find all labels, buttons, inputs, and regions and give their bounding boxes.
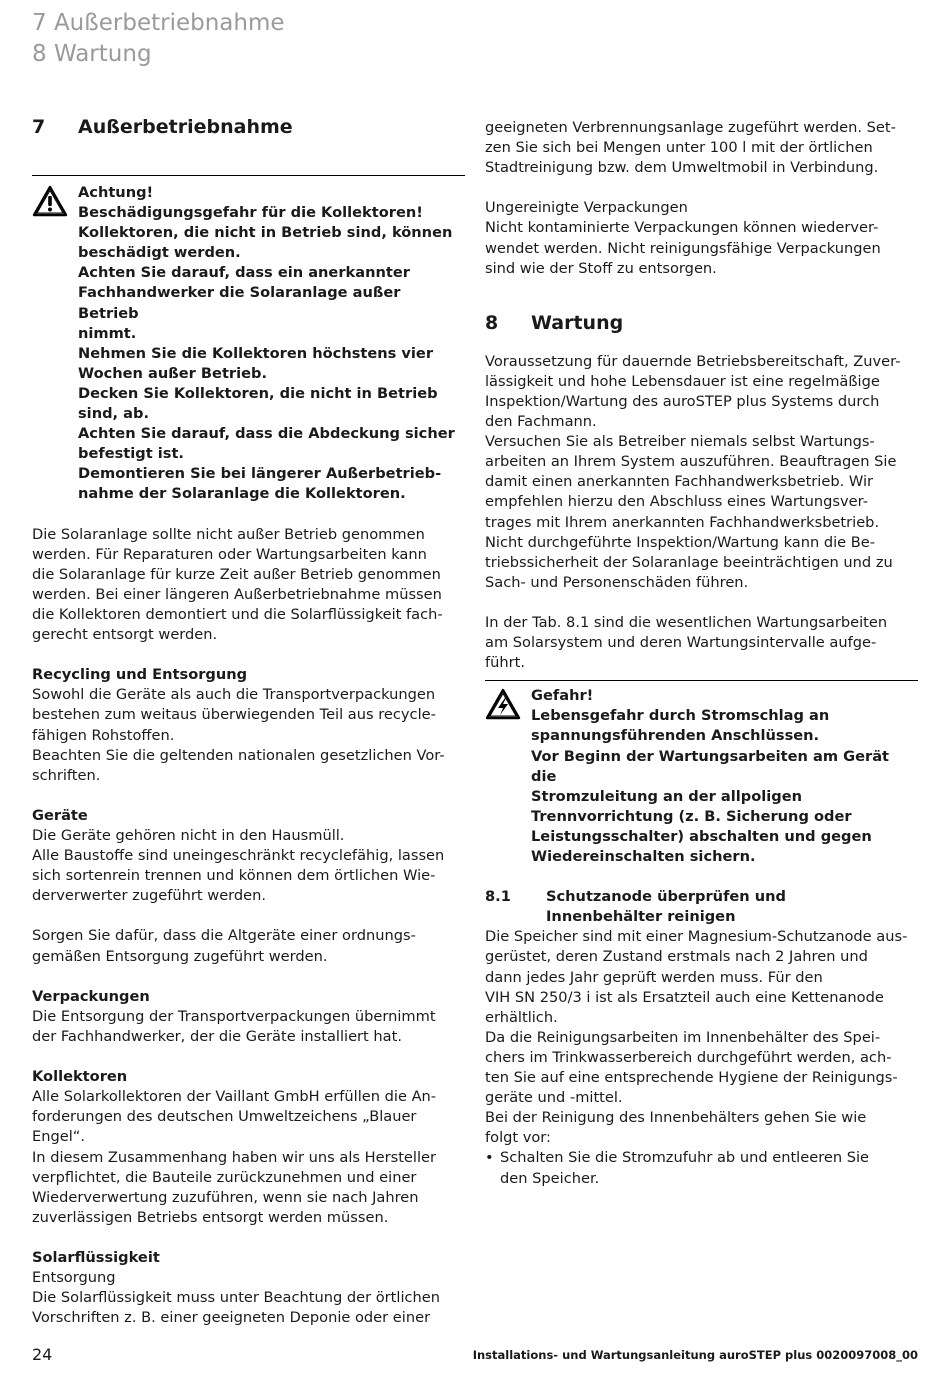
text-line: den Fachmann. (485, 413, 597, 431)
section-8-heading (485, 308, 918, 338)
warning-line: Decken Sie Kollektoren, die nicht in Betrieb (78, 384, 438, 402)
running-head (32, 8, 285, 70)
bullet-symbol: • (485, 1149, 494, 1167)
section-title: Außerbetriebnahme (78, 116, 293, 138)
geraete-heading: Geräte (32, 806, 88, 824)
text-line: Engel“. (32, 1128, 85, 1146)
continuation-paragraph (485, 118, 918, 178)
text-line: Die Geräte gehören nicht in den Hausmüll. (32, 827, 345, 844)
text-line: die Solaranlage für kurze Zeit außer Betrieb genommen (32, 565, 441, 583)
text-line: Sowohl die Geräte als auch die Transportverpackungen (32, 686, 436, 704)
text-line: folgt vor: (485, 1129, 551, 1147)
kollektoren-heading: Kollektoren (32, 1068, 128, 1086)
warning-line: Achtung! (78, 184, 154, 201)
solarfluessigkeit-heading: Solarflüssigkeit (32, 1248, 160, 1266)
text-line: forderungen des deutschen Umweltzeichens „Blauer (32, 1108, 417, 1126)
text-line: Sach- und Personenschäden führen. (485, 573, 749, 591)
text-line: Stadtreinigung bzw. dem Umweltmobil in Verbindung. (485, 159, 879, 177)
text-line: Versuchen Sie als Betreiber niemals selbst Wartungs- (485, 433, 875, 451)
footer-doc-title: Installations- und Wartungsanleitung auroSTEP plus 0020097008_00 (472, 1348, 918, 1362)
text-line: empfehlen hierzu den Abschluss eines Wartungsver- (485, 493, 868, 511)
solarfluessigkeit-section (32, 1248, 465, 1328)
danger-line: Wiedereinschalten sichern. (531, 848, 756, 865)
text-line: den Speicher. (500, 1169, 600, 1187)
running-head-line-2: 8 Wartung (32, 41, 152, 67)
warning-triangle-icon (32, 183, 78, 505)
text-line: VIH SN 250/3 i ist als Ersatzteil auch eine Kettenanode (485, 988, 884, 1006)
danger-line: Lebensgefahr durch Stromschlag an (531, 707, 830, 725)
text-line: sind wie der Stoff zu entsorgen. (485, 259, 717, 277)
danger-rule (485, 680, 918, 681)
section-7-heading (32, 112, 465, 142)
danger-line: Vor Beginn der Wartungsarbeiten am Gerät die (531, 747, 890, 785)
text-line: wendet werden. Nicht reinigungsfähige Verpackungen (485, 239, 881, 257)
warning-box (32, 181, 465, 505)
text-line: trages mit Ihrem anerkannten Fachhandwerksbetrieb. (485, 513, 880, 531)
text-line: gemäßen Entsorgung zugeführt werden. (32, 947, 328, 965)
text-line: chers im Trinkwasserbereich durchgeführt werden, ach- (485, 1048, 892, 1066)
danger-text (531, 686, 918, 867)
warning-line: nahme der Solaranlage die Kollektoren. (78, 485, 406, 503)
text-line: Ungereinigte Verpackungen (485, 199, 688, 217)
text-line: gerecht entsorgt werden. (32, 626, 218, 644)
section-title: Wartung (531, 311, 624, 334)
text-line: am Solarsystem und deren Wartungsintervalle aufge- (485, 634, 877, 652)
text-line: der Fachhandwerker, der die Geräte installiert hat. (32, 1027, 402, 1045)
subsection-title-line: Innenbehälter reinigen (546, 908, 736, 926)
danger-line: Trennvorrichtung (z. B. Sicherung oder (531, 807, 852, 825)
text-line: Alle Solarkollektoren der Vaillant GmbH erfüllen die An- (32, 1088, 437, 1106)
page-footer (32, 1345, 918, 1367)
text-line: Vorschriften z. B. einer geeigneten Deponie oder einer (32, 1309, 431, 1327)
text-line: werden. Bei einer längeren Außerbetriebnahme müssen (32, 585, 442, 603)
text-line: Schalten Sie die Stromzufuhr ab und entleeren Sie (500, 1149, 870, 1167)
text-line: geräte und -mittel. (485, 1089, 623, 1107)
text-line: Voraussetzung für dauernde Betriebsbereitschaft, Zuver- (485, 352, 901, 370)
warning-line: Fachhandwerker die Solaranlage außer Betrieb (78, 284, 401, 322)
text-line: Bei der Reinigung des Innenbehälters gehen Sie wie (485, 1109, 867, 1127)
text-line: Alle Baustoffe sind uneingeschränkt recyclefähig, lassen (32, 847, 445, 865)
text-line: Sorgen Sie dafür, dass die Altgeräte einer ordnungs- (32, 927, 416, 945)
left-column (32, 112, 465, 1328)
text-line: Nicht kontaminierte Verpackungen können wiederver- (485, 219, 879, 237)
text-line: zen Sie sich bei Mengen unter 100 l mit der örtlichen (485, 139, 873, 157)
text-line: triebssicherheit der Solaranlage beeinträchtigen und zu (485, 553, 893, 571)
text-line: In der Tab. 8.1 sind die wesentlichen Wartungsarbeiten (485, 613, 888, 631)
warning-line: Achten Sie darauf, dass ein anerkannter (78, 264, 410, 282)
text-line: die Kollektoren demontiert und die Solarflüssigkeit fach- (32, 605, 443, 623)
text-line: Da die Reinigungsarbeiten im Innenbehälter des Spei- (485, 1028, 881, 1046)
verpackungen-section (32, 987, 465, 1047)
warning-line: Nehmen Sie die Kollektoren höchstens vier (78, 344, 434, 362)
text-line: Die Entsorgung der Transportverpackungen übernimmt (32, 1007, 436, 1025)
subsection-title-line: Schutzanode überprüfen und (546, 888, 787, 906)
page-number: 24 (32, 1345, 53, 1364)
text-line: führt. (485, 654, 525, 672)
text-line: schriften. (32, 766, 101, 784)
warning-line: nimmt. (78, 324, 137, 342)
kollektoren-section (32, 1067, 465, 1228)
danger-line: spannungsführenden Anschlüssen. (531, 727, 820, 745)
text-line: In diesem Zusammenhang haben wir uns als Hersteller (32, 1148, 437, 1166)
warning-line: Beschädigungsgefahr für die Kollektoren! (78, 204, 423, 222)
text-line: werden. Für Reparaturen oder Wartungsarbeiten kann (32, 545, 427, 563)
danger-line: Leistungsschalter) abschalten und gegen (531, 827, 872, 845)
text-line: Die Solarflüssigkeit muss unter Beachtung der örtlichen (32, 1289, 441, 1307)
text-line: Die Solaranlage sollte nicht außer Betrieb genommen (32, 525, 425, 543)
text-line: Wiederverwertung zuzuführen, wenn sie nach Jahren (32, 1188, 419, 1206)
text-line: verpflichtet, die Bauteile zurückzunehmen und einer (32, 1168, 417, 1186)
section-number: 7 (32, 116, 46, 138)
text-line: Entsorgung (32, 1269, 116, 1287)
electric-hazard-icon (485, 686, 531, 867)
subsection-8-1-body (485, 927, 918, 1148)
intro-paragraph (32, 525, 465, 646)
warning-line: Kollektoren, die nicht in Betrieb sind, können (78, 224, 453, 242)
text-line: ten Sie auf eine entsprechende Hygiene der Reinigungs- (485, 1069, 898, 1087)
recycling-heading: Recycling und Entsorgung (32, 666, 248, 684)
text-line: geeigneten Verbrennungsanlage zugeführt werden. Set- (485, 119, 896, 136)
warning-line: sind, ab. (78, 405, 149, 423)
text-line: Die Speicher sind mit einer Magnesium-Schutzanode aus- (485, 928, 908, 946)
warning-line: befestigt ist. (78, 445, 184, 463)
ungereinigt-paragraph (485, 198, 918, 278)
text-line: arbeiten an Ihrem System auszuführen. Beauftragen Sie (485, 453, 897, 471)
danger-line: Stromzuleitung an der allpoligen (531, 787, 802, 805)
danger-line: Gefahr! (531, 687, 594, 705)
text-line: Inspektion/Wartung des auroSTEP plus Systems durch (485, 392, 880, 410)
text-line: sich sortenrein trennen und können dem örtlichen Wie- (32, 867, 436, 885)
geraete-section (32, 806, 465, 967)
text-line: derverwerter zugeführt werden. (32, 887, 267, 905)
warning-line: Achten Sie darauf, dass die Abdeckung sicher (78, 425, 455, 443)
text-line: Nicht durchgeführte Inspektion/Wartung kann die Be- (485, 533, 876, 551)
warning-line: Demontieren Sie bei längerer Außerbetrieb- (78, 465, 442, 483)
wartung-intro-paragraph (485, 352, 918, 593)
warning-text (78, 183, 465, 505)
verpackungen-heading: Verpackungen (32, 987, 150, 1005)
text-line: erhältlich. (485, 1008, 558, 1026)
danger-box (485, 684, 918, 867)
subsection-8-1-heading (485, 887, 918, 927)
warning-line: Wochen außer Betrieb. (78, 364, 268, 382)
text-line: dann jedes Jahr geprüft werden muss. Für den (485, 968, 823, 986)
section-rule (32, 175, 465, 176)
text-line: bestehen zum weitaus überwiegenden Teil aus recycle- (32, 706, 436, 724)
text-line: damit einen anerkannten Fachhandwerksbetrieb. Wir (485, 473, 874, 491)
text-line: gerüstet, deren Zustand erstmals nach 2 Jahren und (485, 948, 868, 966)
warning-line: beschädigt werden. (78, 244, 241, 262)
right-column (485, 118, 918, 1189)
running-head-line-1: 7 Außerbetriebnahme (32, 10, 285, 36)
subsection-number: 8.1 (485, 888, 511, 906)
bullet-item (485, 1148, 918, 1188)
text-line: zuverlässigen Betriebs entsorgt werden müssen. (32, 1208, 389, 1226)
tab-ref-paragraph (485, 613, 918, 673)
recycling-section (32, 665, 465, 786)
text-line: fähigen Rohstoffen. (32, 726, 175, 744)
text-line: Beachten Sie die geltenden nationalen gesetzlichen Vor- (32, 746, 445, 764)
text-line: lässigkeit und hohe Lebensdauer ist eine regelmäßige (485, 372, 880, 390)
section-number: 8 (485, 311, 499, 334)
